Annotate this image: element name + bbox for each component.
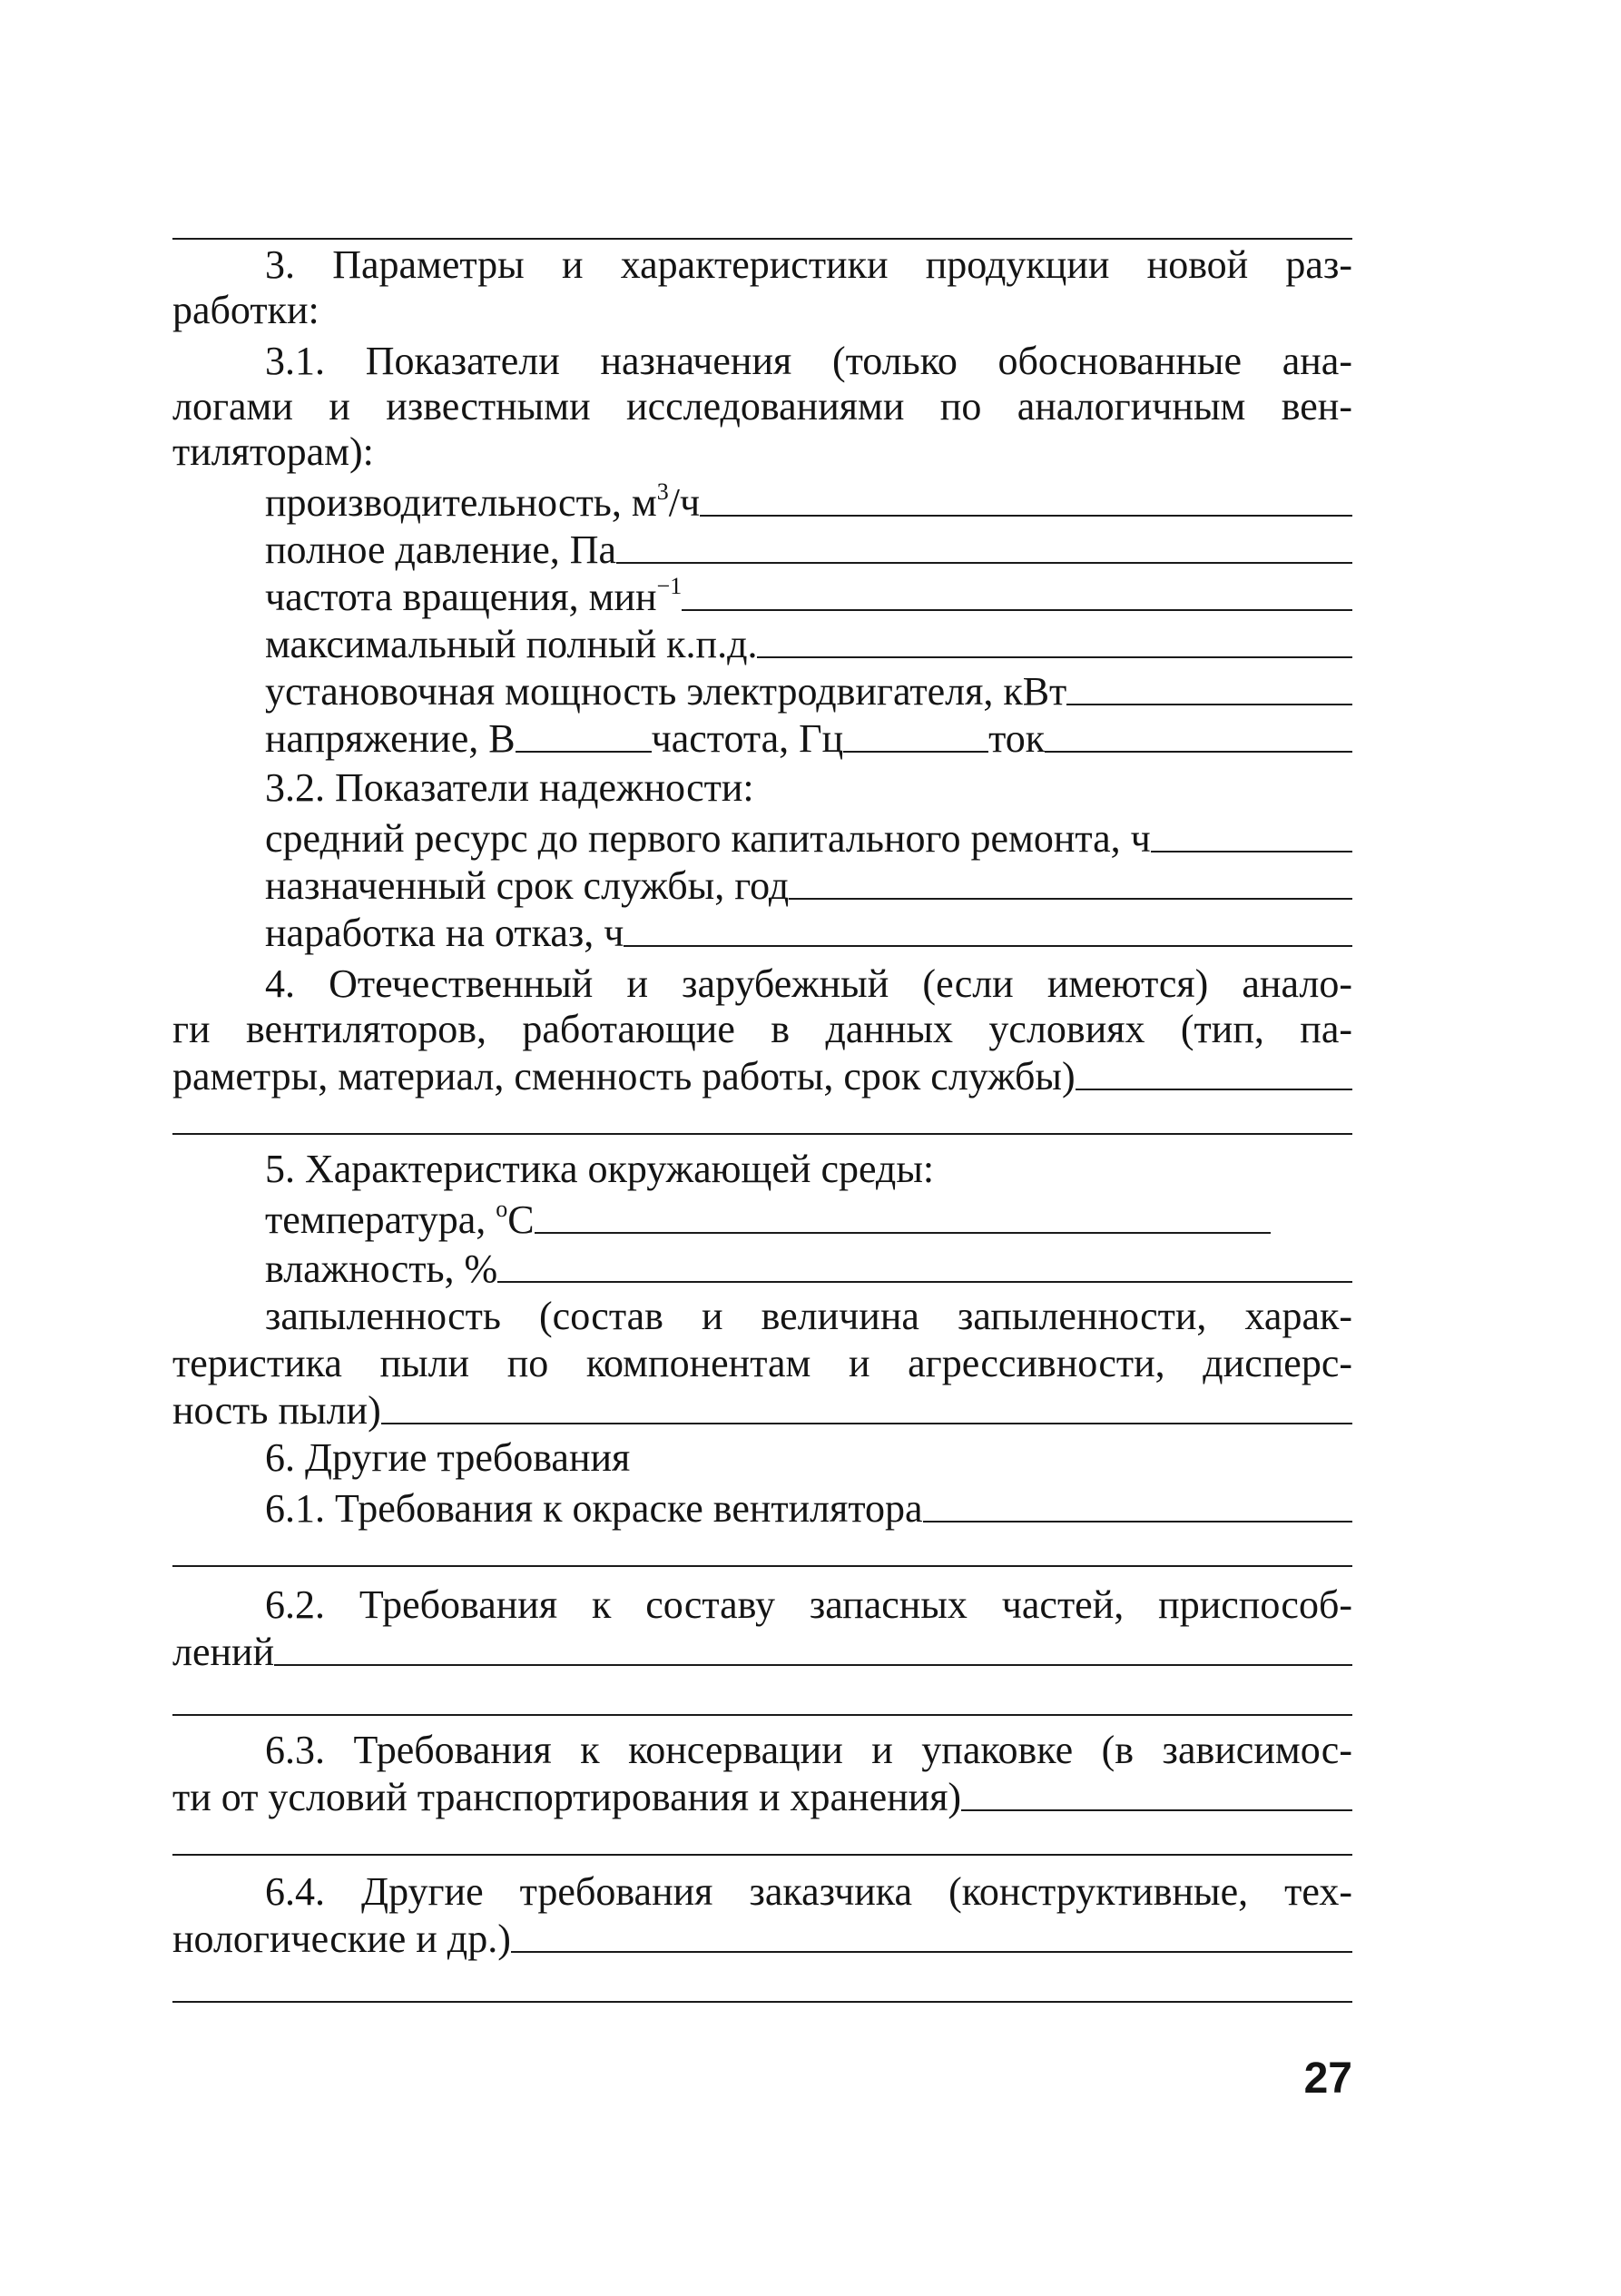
humidity-field: влажность, % [265, 1246, 1352, 1293]
humidity-blank[interactable] [497, 1281, 1352, 1283]
s4-line1: 4. Отечественный и зарубежный (если имеются) анало- [265, 961, 1352, 1006]
paint-blank-line2[interactable] [172, 1565, 1352, 1567]
s6-title: 6. Другие требования [265, 1435, 631, 1480]
spare-parts-blank[interactable] [274, 1664, 1352, 1666]
dust-line3: ность пыли) [172, 1387, 1352, 1434]
voltage-frequency-current-field: напряжение, В частота, Гц ток [265, 715, 1352, 763]
analogs-blank[interactable] [1076, 1089, 1352, 1090]
rotation-blank[interactable] [682, 609, 1352, 611]
s4-line3: раметры, материал, сменность работы, срок службы) [172, 1053, 1352, 1100]
s3-1-line3: тиляторам): [172, 429, 374, 474]
s3-line1: 3. Параметры и характеристики продукции новой раз- [265, 242, 1352, 287]
productivity-field: производительность, $м^3/ч$ [265, 479, 1352, 527]
service-life-field: назначенный срок службы, год [265, 862, 1352, 910]
top-rule [172, 238, 1352, 240]
pressure-field: полное давление, Па [265, 527, 1352, 574]
packaging-blank[interactable] [961, 1809, 1352, 1811]
s3-1-line2: логами и известными исследованиями по аналогичным вен- [172, 384, 1352, 429]
spare-parts-line1: 6.2. Требования к составу запасных частей, приспособ- [265, 1582, 1352, 1627]
resource-blank[interactable] [1151, 851, 1352, 852]
dust-line2: теристика пыли по компонентам и агрессивности, дисперс- [172, 1341, 1352, 1385]
rotation-field: частота вращения, мин$^{-1}$ [265, 574, 1352, 621]
dust-line1: запыленность (состав и величина запыленности, харак- [265, 1294, 1352, 1338]
paint-field: 6.1. Требования к окраске вентилятора [265, 1485, 1352, 1532]
s3-line2: работки: [172, 288, 319, 332]
s3-1-line1: 3.1. Показатели назначения (только обоснованные ана- [265, 339, 1352, 383]
page-number: 27 [1303, 2055, 1352, 2103]
motor-power-field: установочная мощность электродвигателя, кВт [265, 668, 1352, 715]
service-life-blank[interactable] [789, 898, 1352, 900]
current-blank[interactable] [1045, 751, 1352, 753]
frequency-blank[interactable] [843, 751, 988, 753]
packaging-blank-line2[interactable] [172, 1854, 1352, 1856]
mtbf-blank[interactable] [624, 945, 1352, 947]
temperature-blank[interactable] [535, 1232, 1271, 1234]
voltage-blank[interactable] [516, 751, 652, 753]
efficiency-field: максимальный полный к.п.д. [265, 621, 1352, 668]
efficiency-blank[interactable] [757, 656, 1352, 658]
mtbf-field: наработка на отказ, ч [265, 910, 1352, 957]
s3-2-title: 3.2. Показатели надежности: [265, 765, 754, 810]
other-line2: нологические и др.) [172, 1916, 1352, 1963]
spare-parts-blank-line2[interactable] [172, 1714, 1352, 1716]
other-blank[interactable] [511, 1951, 1352, 1953]
resource-field: средний ресурс до первого капитального ремонта, ч [265, 815, 1352, 862]
paint-blank[interactable] [923, 1521, 1352, 1522]
temperature-field: температура, $^о$С [265, 1197, 1271, 1244]
productivity-blank[interactable] [700, 515, 1352, 517]
other-line1: 6.4. Другие требования заказчика (конструктивные, тех- [265, 1869, 1352, 1914]
pressure-blank[interactable] [616, 562, 1352, 564]
dust-blank[interactable] [381, 1423, 1352, 1424]
packaging-line1: 6.3. Требования к консервации и упаковке (в зависимос- [265, 1728, 1352, 1772]
s4-line2: ги вентиляторов, работающие в данных условиях (тип, па- [172, 1007, 1352, 1051]
packaging-line2: ти от условий транспортирования и хранения) [172, 1774, 1352, 1821]
spare-parts-line2: лений [172, 1629, 1352, 1676]
analogs-blank-line2[interactable] [172, 1133, 1352, 1135]
other-blank-line2[interactable] [172, 2001, 1352, 2003]
motor-power-blank[interactable] [1066, 704, 1352, 705]
s5-title: 5. Характеристика окружающей среды: [265, 1147, 935, 1191]
